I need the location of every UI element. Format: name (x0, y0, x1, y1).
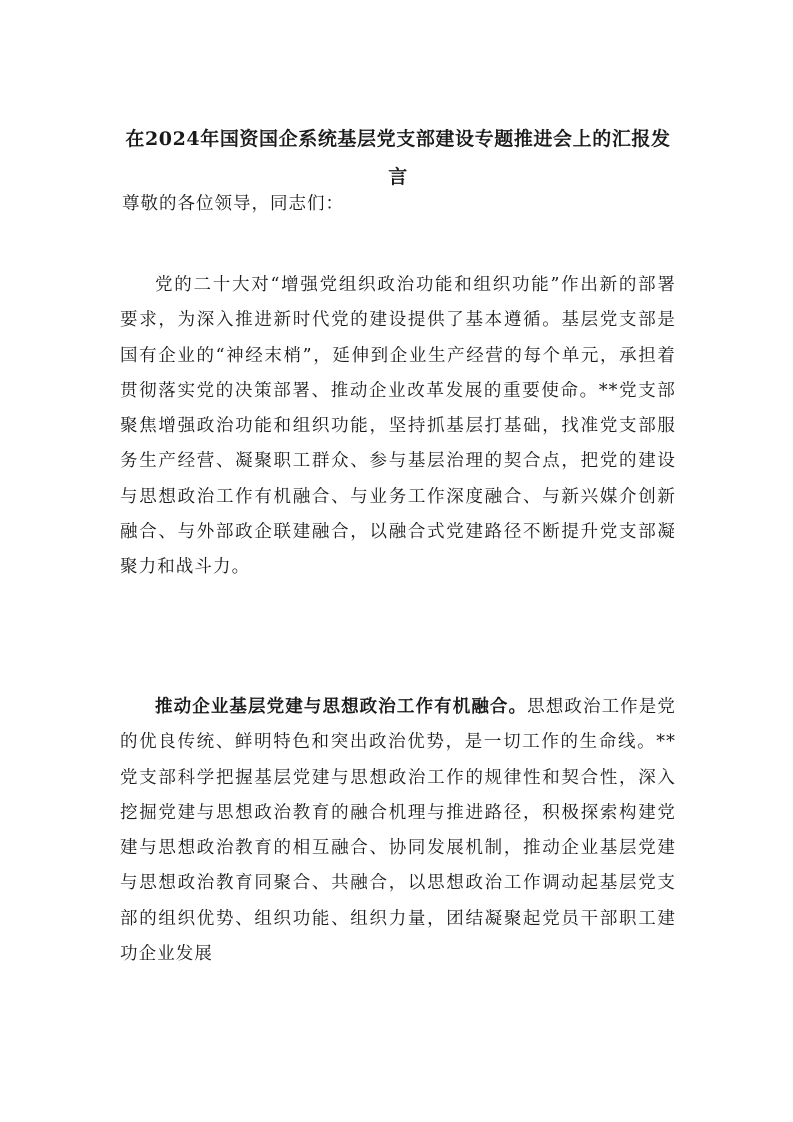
section-1-text: 思想政治工作是党的优良传统、鲜明特色和突出政治优势，是一切工作的生命线。**党支部科学把握基层党建与思想政治工作的规律性和契合性，深入挖掘党建与思想政治教育的融合机理与推进路径，积极探索构建党建与思想政治教育的相互融合、协同发展机制，推动企业基层党建与思想政治教育同聚合、共融合，以思想政治工作调动起基层党支部的组织优势、组织功能、组织力量，团结凝聚起党员干部职工建功企业发展 (120, 697, 676, 965)
paragraph-intro (120, 268, 676, 586)
salutation: 尊敬的各位领导，同志们： (122, 194, 344, 214)
paragraph-section-1 (120, 690, 676, 972)
document-title: 在2024年国资国企系统基层党支部建设专题推进会上的汇报发言 (125, 128, 671, 188)
paragraph-intro-text: 党的二十大对“增强党组织政治功能和组织功能”作出新的部署要求，为深入推进新时代党的建设提供了基本遵循。基层党支部是国有企业的“神经末梢”，延伸到企业生产经营的每个单元，承担着贯彻落实党的决策部署、推动企业改革发展的重要使命。**党支部聚焦增强政治功能和组织功能，坚持抓基层打基础，找准党支部服务生产经营、凝聚职工群众、参与基层治理的契合点，把党的建设与思想政治工作有机融合、与业务工作深度融合、与新兴媒介创新融合、与外部政企联建融合，以融合式党建路径不断提升党支部凝聚力和战斗力。 (120, 275, 676, 578)
section-1-heading: 推动企业基层党建与思想政治工作有机融合。 (155, 697, 528, 717)
